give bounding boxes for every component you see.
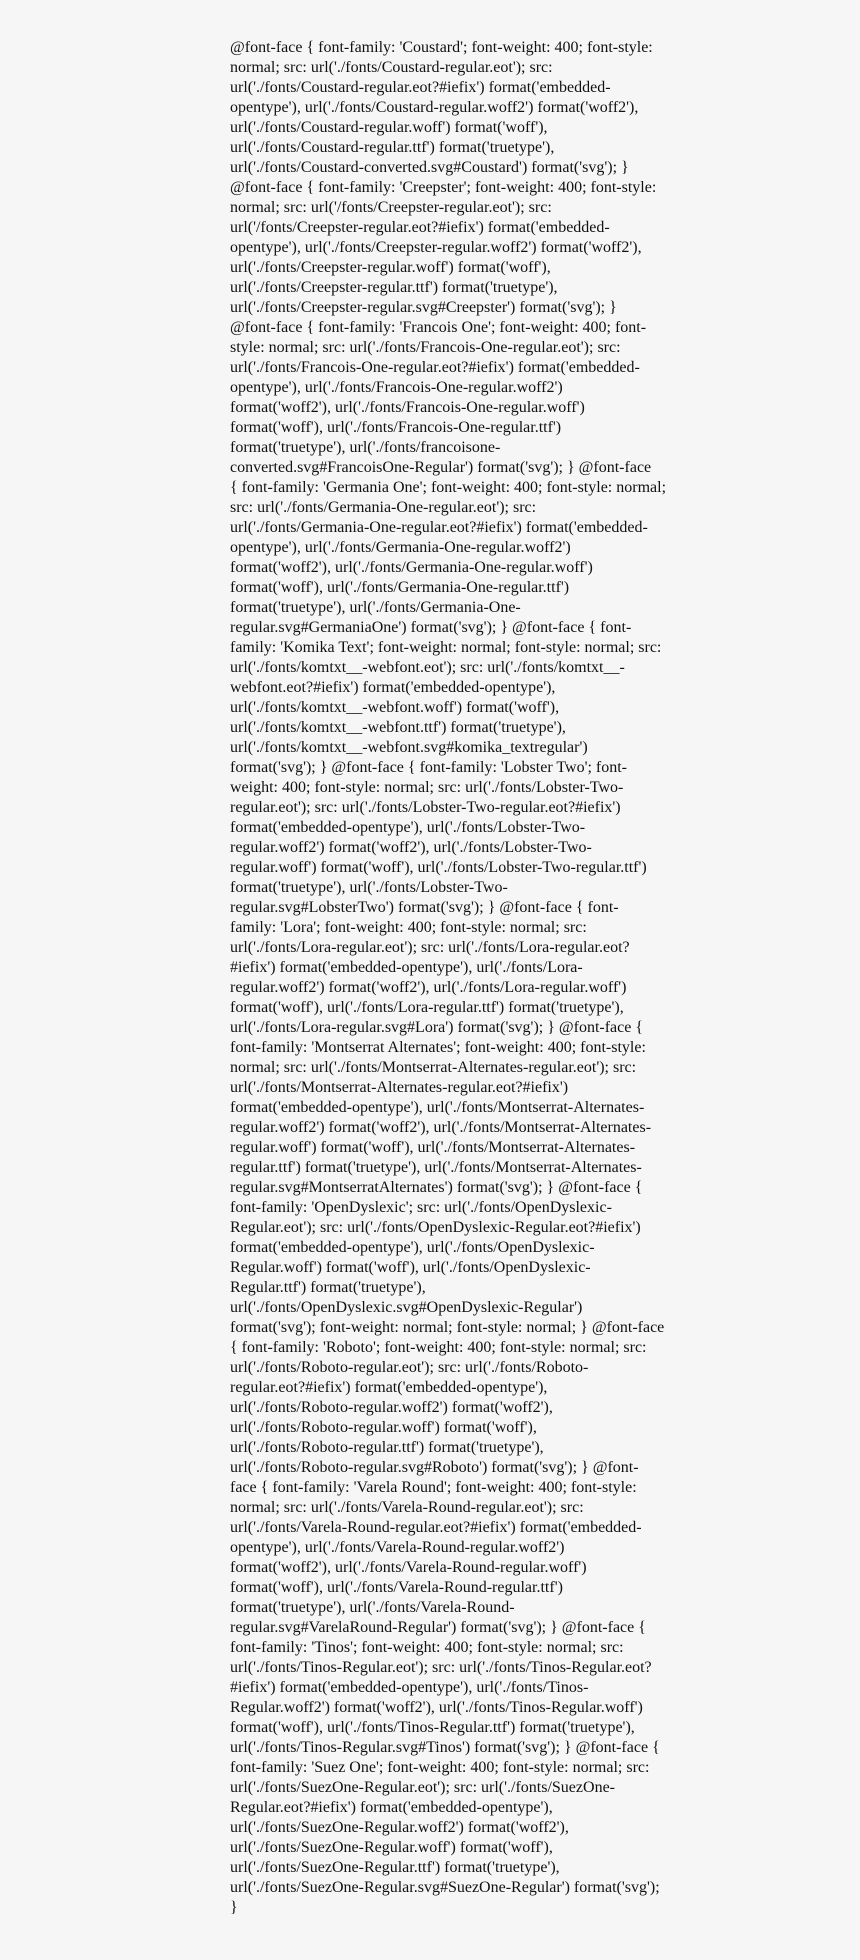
text-line: opentype'), url('./fonts/Francois-One-regular.woff2') [230,379,563,396]
text-line: url('./fonts/Tinos-Regular.eot'); src: url('./fonts/Tinos-Regular.eot? [230,1659,652,1676]
text-line: format('embedded-opentype'), url('./fonts/Lobster-Two- [230,819,586,836]
text-line: font-family: 'OpenDyslexic'; src: url('./fonts/OpenDyslexic- [230,1199,612,1216]
text-line: format('truetype'), url('./fonts/Germania-One- [230,599,521,616]
text-line: url('./fonts/komtxt__-webfont.woff') format('woff'), [230,699,560,716]
text-line: Regular.eot?#iefix') format('embedded-opentype'), [230,1799,553,1816]
text-line: regular.woff') format('woff'), url('./fonts/Montserrat-Alternates- [230,1139,636,1156]
text-line: url('./fonts/Roboto-regular.woff') format('woff'), [230,1419,537,1436]
text-line: url('./fonts/Roboto-regular.ttf') format('truetype'), [230,1439,544,1456]
text-line: url('./fonts/SuezOne-Regular.woff2') format('woff2'), [230,1819,569,1836]
text-line: url('./fonts/SuezOne-Regular.svg#SuezOne-Regular') format('svg'); [230,1879,660,1896]
text-line: @font-face { font-family: 'Coustard'; font-weight: 400; font-style: [230,39,653,56]
text-line: Regular.woff2') format('woff2'), url('./fonts/Tinos-Regular.woff') [230,1699,643,1716]
text-line: format('woff'), url('./fonts/Lora-regular.ttf') format('truetype'), [230,999,624,1016]
text-line: regular.ttf') format('truetype'), url('./fonts/Montserrat-Alternates- [230,1159,642,1176]
text-line: #iefix') format('embedded-opentype'), url('./fonts/Lora- [230,959,583,976]
text-line: format('svg'); } @font-face { font-family: 'Lobster Two'; font- [230,759,627,776]
text-line: format('embedded-opentype'), url('./fonts/OpenDyslexic- [230,1239,595,1256]
text-line: { font-family: 'Germania One'; font-weight: 400; font-style: normal; [230,479,667,496]
text-line: opentype'), url('./fonts/Coustard-regular.woff2') format('woff2'), [230,99,639,116]
text-line: url('./fonts/Creepster-regular.woff') format('woff'), [230,259,551,276]
text-line: regular.svg#MontserratAlternates') format('svg'); } @font-face { [230,1179,643,1196]
text-line: url('./fonts/Tinos-Regular.svg#Tinos') format('svg'); } @font-face { [230,1739,660,1756]
text-line: url('./fonts/Creepster-regular.ttf') format('truetype'), [230,279,558,296]
text-line: style: normal; src: url('./fonts/Francois-One-regular.eot'); src: [230,339,621,356]
text-line: @font-face { font-family: 'Creepster'; font-weight: 400; font-style: [230,179,657,196]
text-line: format('woff'), url('./fonts/Francois-One-regular.ttf') [230,419,562,436]
text-line: regular.svg#GermaniaOne') format('svg'); } @font-face { font- [230,619,632,636]
text-line: normal; src: url('/fonts/Creepster-regular.eot'); src: [230,199,552,216]
text-line: #iefix') format('embedded-opentype'), url('./fonts/Tinos- [230,1679,589,1696]
text-line: url('./fonts/SuezOne-Regular.ttf') format('truetype'), [230,1859,560,1876]
text-line: url('./fonts/komtxt__-webfont.eot'); src: url('./fonts/komtxt__- [230,659,625,676]
text-line: family: 'Komika Text'; font-weight: normal; font-style: normal; src: [230,639,662,656]
text-line: url('./fonts/Lora-regular.eot'); src: url('./fonts/Lora-regular.eot? [230,939,630,956]
text-line: url('./fonts/Varela-Round-regular.eot?#iefix') format('embedded- [230,1519,642,1536]
text-line: normal; src: url('./fonts/Varela-Round-regular.eot'); src: [230,1499,584,1516]
text-line: format('woff'), url('./fonts/Germania-One-regular.ttf') [230,579,570,596]
text-line: regular.woff2') format('woff2'), url('./fonts/Lobster-Two- [230,839,592,856]
text-line: format('svg'); font-weight: normal; font-style: normal; } @font-face [230,1319,665,1336]
text-line: url('./fonts/Francois-One-regular.eot?#iefix') format('embedded- [230,359,640,376]
text-line: format('woff2'), url('./fonts/Germania-One-regular.woff') [230,559,593,576]
text-line: url('./fonts/komtxt__-webfont.ttf') format('truetype'), [230,719,566,736]
text-line: font-family: 'Tinos'; font-weight: 400; font-style: normal; src: [230,1639,624,1656]
text-line: font-family: 'Montserrat Alternates'; font-weight: 400; font-style: [230,1039,646,1056]
text-line: converted.svg#FrancoisOne-Regular') format('svg'); } @font-face [230,459,652,476]
text-line: url('./fonts/Coustard-regular.eot?#iefix') format('embedded- [230,79,611,96]
text-line: family: 'Lora'; font-weight: 400; font-style: normal; src: [230,919,587,936]
text-line: format('truetype'), url('./fonts/francoisone- [230,439,501,456]
text-line: url('./fonts/komtxt__-webfont.svg#komika_textregular') [230,739,588,756]
css-source-text [230,38,700,1918]
text-line: } [230,1899,238,1916]
text-line: opentype'), url('./fonts/Varela-Round-regular.woff2') [230,1539,565,1556]
text-line: format('woff2'), url('./fonts/Varela-Round-regular.woff') [230,1559,587,1576]
text-line: face { font-family: 'Varela Round'; font-weight: 400; font-style: [230,1479,637,1496]
text-line: url('./fonts/Roboto-regular.woff2') format('woff2'), [230,1399,553,1416]
text-line: regular.woff') format('woff'), url('./fonts/Lobster-Two-regular.ttf') [230,859,647,876]
text-line: url('./fonts/Coustard-regular.ttf') format('truetype'), [230,139,555,156]
text-line: Regular.woff') format('woff'), url('./fonts/OpenDyslexic- [230,1259,591,1276]
text-line: format('truetype'), url('./fonts/Varela-Round- [230,1599,515,1616]
text-line: opentype'), url('./fonts/Creepster-regular.woff2') format('woff2'), [230,239,642,256]
text-line: Regular.ttf') format('truetype'), [230,1279,426,1296]
text-line: url('./fonts/OpenDyslexic.svg#OpenDyslexic-Regular') [230,1299,583,1316]
text-line: opentype'), url('./fonts/Germania-One-regular.woff2') [230,539,571,556]
text-line: url('./fonts/Roboto-regular.eot'); src: url('./fonts/Roboto- [230,1359,589,1376]
text-line: url('./fonts/Roboto-regular.svg#Roboto') format('svg'); } @font- [230,1459,639,1476]
text-line: font-family: 'Suez One'; font-weight: 400; font-style: normal; src: [230,1759,650,1776]
text-line: url('./fonts/Montserrat-Alternates-regular.eot?#iefix') [230,1079,569,1096]
text-line: regular.eot?#iefix') format('embedded-opentype'), [230,1379,548,1396]
text-line: webfont.eot?#iefix') format('embedded-opentype'), [230,679,556,696]
text-line: regular.woff2') format('woff2'), url('./fonts/Montserrat-Alternates- [230,1119,652,1136]
text-line: regular.woff2') format('woff2'), url('./fonts/Lora-regular.woff') [230,979,627,996]
text-line: url('./fonts/SuezOne-Regular.eot'); src: url('./fonts/SuezOne- [230,1779,615,1796]
text-line: url('./fonts/Coustard-regular.woff') format('woff'), [230,119,548,136]
text-line: format('embedded-opentype'), url('./fonts/Montserrat-Alternates- [230,1099,645,1116]
text-line: format('woff'), url('./fonts/Tinos-Regular.ttf') format('truetype'), [230,1719,635,1736]
text-line: format('truetype'), url('./fonts/Lobster-Two- [230,879,508,896]
text-line: format('woff2'), url('./fonts/Francois-One-regular.woff') [230,399,585,416]
text-line: url('./fonts/Germania-One-regular.eot?#iefix') format('embedded- [230,519,648,536]
text-line: regular.svg#VarelaRound-Regular') format('svg'); } @font-face { [230,1619,646,1636]
text-line: url('./fonts/Creepster-regular.svg#Creepster') format('svg'); } [230,299,617,316]
text-line: src: url('./fonts/Germania-One-regular.eot'); src: [230,499,537,516]
text-line: regular.svg#LobsterTwo') format('svg'); } @font-face { font- [230,899,619,916]
text-line: Regular.eot'); src: url('./fonts/OpenDyslexic-Regular.eot?#iefix') [230,1219,641,1236]
text-line: regular.eot'); src: url('./fonts/Lobster-Two-regular.eot?#iefix') [230,799,621,816]
text-line: weight: 400; font-style: normal; src: url('./fonts/Lobster-Two- [230,779,624,796]
text-line: url('./fonts/Lora-regular.svg#Lora') format('svg'); } @font-face { [230,1019,644,1036]
text-line: url('./fonts/Coustard-converted.svg#Coustard') format('svg'); } [230,159,629,176]
text-line: format('woff'), url('./fonts/Varela-Round-regular.ttf') [230,1579,563,1596]
text-line: url('./fonts/SuezOne-Regular.woff') format('woff'), [230,1839,553,1856]
text-line: url('/fonts/Creepster-regular.eot?#iefix') format('embedded- [230,219,610,236]
text-line: normal; src: url('./fonts/Coustard-regular.eot'); src: [230,59,553,76]
text-line: normal; src: url('./fonts/Montserrat-Alternates-regular.eot'); src: [230,1059,637,1076]
text-line: { font-family: 'Roboto'; font-weight: 400; font-style: normal; src: [230,1339,647,1356]
text-line: @font-face { font-family: 'Francois One'; font-weight: 400; font- [230,319,647,336]
